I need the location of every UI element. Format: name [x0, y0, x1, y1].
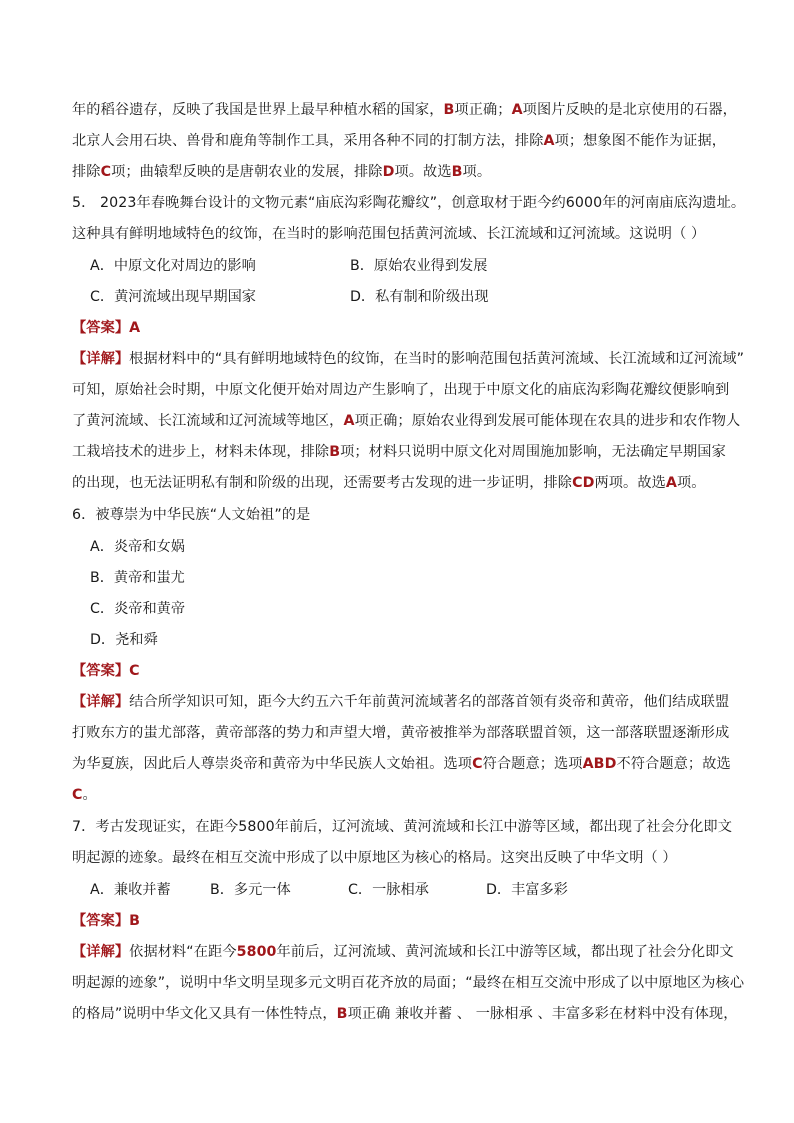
q5-detail-line-1: [72, 349, 744, 369]
q6-detail-line-1: [72, 692, 729, 712]
q7-option-d: D．丰富多彩: [486, 882, 568, 898]
q7-option-c: C．一脉相承: [348, 882, 429, 898]
option-ref: A: [665, 475, 678, 491]
text: 项。: [677, 475, 706, 491]
detail-label: 【详解】: [72, 351, 130, 367]
text: 项；材料只说明中原文化对周围施加影响，无法确定早期国家: [340, 444, 726, 460]
option-ref: C: [72, 787, 83, 803]
q5-detail-line-2: 可知，原始社会时期，中原文化便开始对周边产生影响了，出现于中原文化的庙底沟彩陶花瓣纹便影响到: [72, 382, 730, 398]
option-ref: A: [511, 102, 523, 118]
q6-option-a: A．炎帝和女娲: [90, 539, 185, 555]
text: 两项。故选: [594, 475, 666, 491]
option-ref: A: [543, 133, 555, 149]
detail-label: 【详解】: [72, 694, 130, 710]
prev-analysis-line-2: [72, 131, 726, 151]
text: 依据材料“在距今: [129, 944, 237, 960]
text: 年的稻谷遗存，反映了我国是世界上最早种植水稻的国家，: [72, 102, 444, 118]
q5-stem-line-1: 5． 2023年春晚舞台设计的文物元素“庙底沟彩陶花瓣纹”，创意取材于距今约6000年的河南庙底沟遗址。: [72, 195, 746, 211]
q5-option-c: C．黄河流域出现早期国家: [90, 289, 256, 305]
q6-stem: 6．被尊崇为中华民族“人文始祖”的是: [72, 507, 311, 523]
option-ref: ABD: [582, 756, 617, 772]
q7-detail-line-2: 明起源的迹象”，说明中华文明呈现多元文明百花齐放的局面；“最终在相互交流中形成了以中原地区为核心: [72, 975, 745, 991]
q5-answer: 【答案】A: [72, 320, 141, 336]
q5-detail-line-3: [72, 411, 740, 431]
q6-option-b: B．黄帝和蚩尤: [90, 570, 185, 586]
q5-option-a: A．中原文化对周边的影响: [90, 258, 256, 274]
option-ref: CD: [572, 475, 595, 491]
text: 项图片反映的是北京使用的石器，: [522, 102, 737, 118]
q7-answer: 【答案】B: [72, 913, 141, 929]
q7-stem-line-1: 7．考古发现证实，在距今5800年前后，辽河流域、黄河流域和长江中游等区域，都出现了社会分化即文: [72, 819, 732, 835]
option-ref: A: [343, 413, 355, 429]
text: 结合所学知识可知，距今大约五六千年前黄河流域著名的部落首领有炎帝和黄帝，他们结成联盟: [129, 694, 730, 710]
q7-detail-line-1: [72, 942, 734, 962]
q6-detail-line-4: [72, 785, 97, 805]
number-ref: 5800: [236, 944, 277, 960]
q7-option-a: A．兼收并蓄: [90, 882, 171, 898]
text: 排除: [72, 164, 101, 180]
text: 的出现，也无法证明私有制和阶级的出现，还需要考古发现的进一步证明，排除: [72, 475, 573, 491]
q6-detail-line-2: 打败东方的蚩尤部落，黄帝部落的势力和声望大增，黄帝被推举为部落联盟首领，这一部落联盟逐渐形成: [72, 725, 730, 741]
q7-detail-line-3: [72, 1004, 737, 1024]
detail-label: 【详解】: [72, 944, 130, 960]
text: 项。故选: [394, 164, 452, 180]
option-ref: B: [329, 444, 341, 460]
option-ref: C: [100, 164, 112, 180]
q5-option-d: D．私有制和阶级出现: [350, 289, 489, 305]
text: 不符合题意；故选: [616, 756, 731, 772]
q6-option-c: C．炎帝和黄帝: [90, 601, 186, 617]
option-ref: B: [443, 102, 455, 118]
text: 项；曲辕犁反映的是唐朝农业的发展，排除: [111, 164, 383, 180]
q6-answer: 【答案】C: [72, 663, 140, 679]
q6-detail-line-3: [72, 754, 731, 774]
option-ref: C: [472, 756, 483, 772]
text: 根据材料中的“具有鲜明地域特色的纹饰，在当时的影响范围包括黄河流域、长江流域和辽河流域”: [129, 351, 745, 367]
text: 项正确；原始农业得到发展可能体现在农具的进步和农作物人: [354, 413, 741, 429]
text: 项。: [462, 164, 492, 180]
option-ref: B: [451, 164, 463, 180]
text: 了黄河流域、长江流域和辽河流域等地区，: [72, 413, 344, 429]
text: 项正确；: [454, 102, 512, 118]
text: 项；想象图不能作为证据，: [554, 133, 727, 149]
q5-detail-line-5: [72, 473, 706, 493]
text: 的格局”说明中华文化又具有一体性特点，: [72, 1006, 337, 1022]
text: 。: [82, 787, 97, 803]
option-ref: B: [336, 1006, 348, 1022]
text: 符合题意；选项: [482, 756, 583, 772]
prev-analysis-line-3: [72, 162, 491, 182]
q7-option-b: B．多元一体: [210, 882, 291, 898]
prev-analysis-line-1: [72, 100, 737, 120]
q5-detail-line-4: [72, 442, 726, 462]
text: 项正确 兼收并蓄 、 一脉相承 、丰富多彩在材料中没有体现，: [347, 1006, 738, 1022]
text: 为华夏族，因此后人尊崇炎帝和黄帝为中华民族人文始祖。选项: [72, 756, 473, 772]
text: 年前后，辽河流域、黄河流域和长江中游等区域，都出现了社会分化即文: [276, 944, 734, 960]
q5-stem-line-2: 这种具有鲜明地域特色的纹饰，在当时的影响范围包括黄河流域、长江流域和辽河流域。这说明（ ）: [72, 226, 706, 242]
text: 工栽培技术的进步上，材料未体现，排除: [72, 444, 330, 460]
q5-option-b: B．原始农业得到发展: [350, 258, 488, 274]
option-ref: D: [382, 164, 395, 180]
q6-option-d: D．尧和舜: [90, 632, 158, 648]
q7-stem-line-2: 明起源的迹象。最终在相互交流中形成了以中原地区为核心的格局。这突出反映了中华文明（ ）: [72, 850, 677, 866]
text: 北京人会用石块、兽骨和鹿角等制作工具，采用各种不同的打制方法，排除: [72, 133, 544, 149]
